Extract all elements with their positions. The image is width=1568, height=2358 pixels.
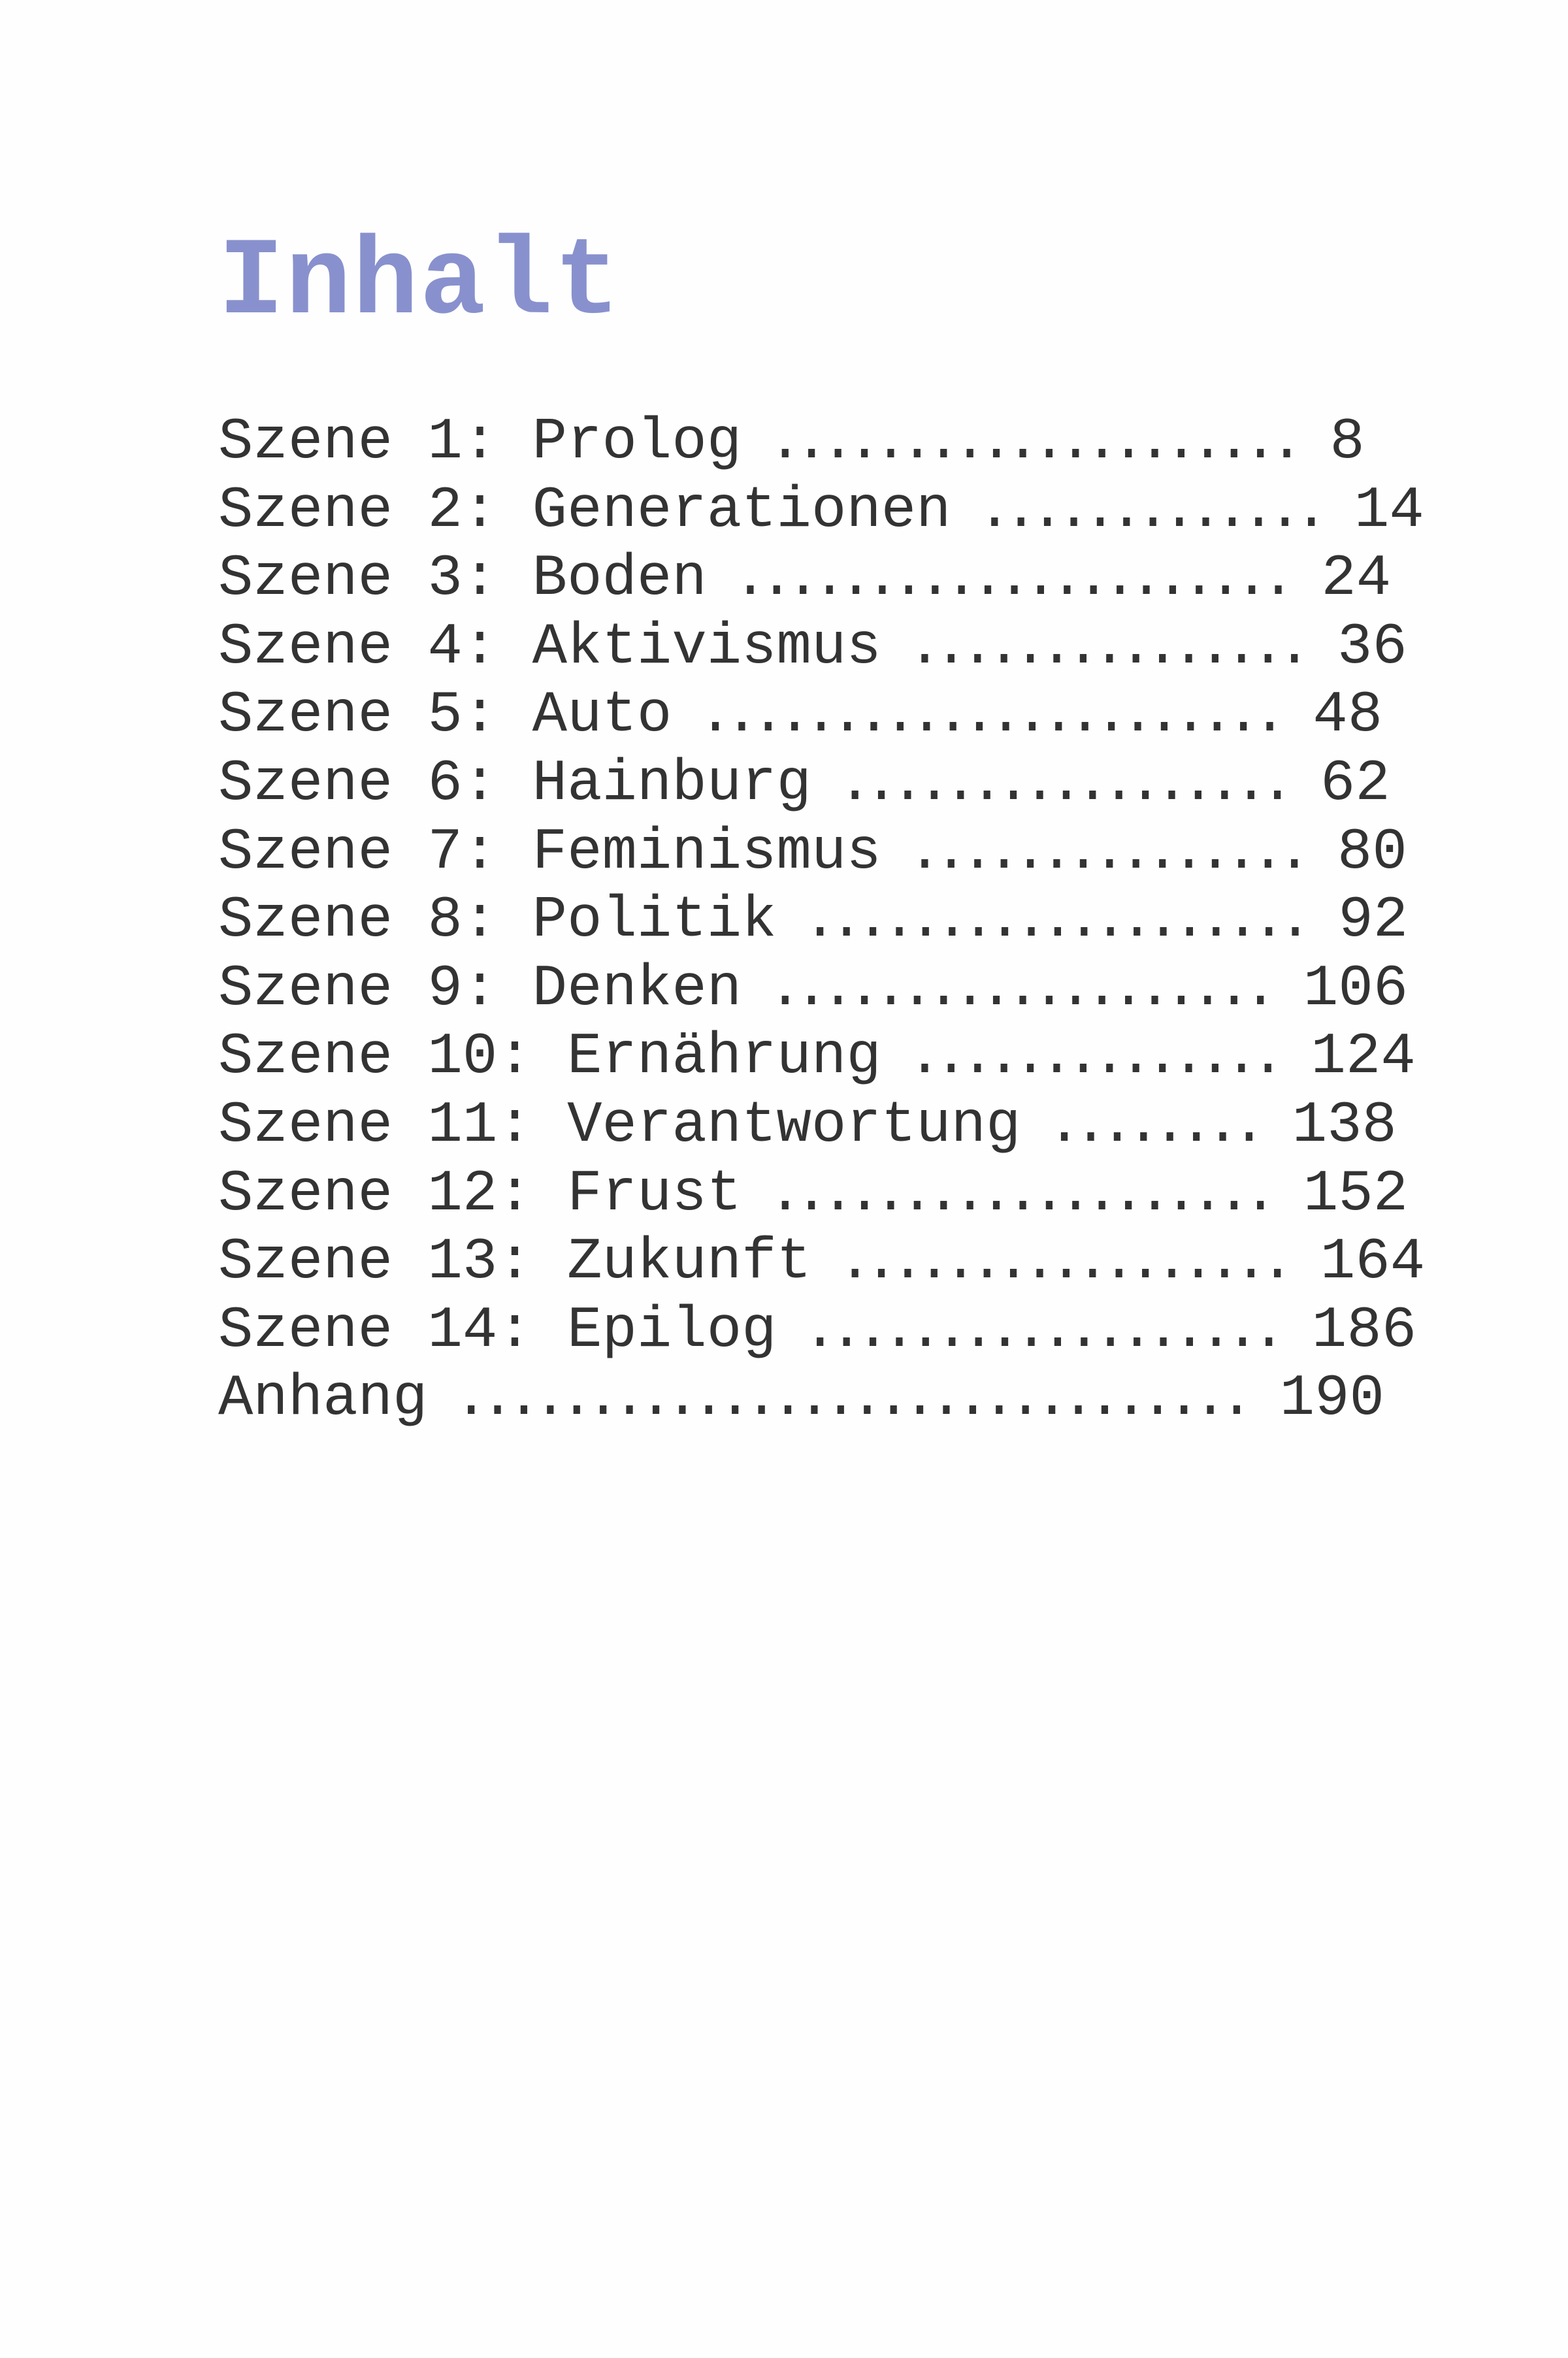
toc-entry-label: Szene 4: Aktivismus	[218, 614, 881, 680]
toc-entry-leader-dots: ...................	[768, 955, 1269, 1022]
toc-entry	[218, 409, 1365, 478]
toc-entry-leader-dots: ........	[1047, 1092, 1258, 1158]
toc-entry-label: Szene 13: Zukunft	[218, 1229, 811, 1296]
toc-entry	[218, 546, 1392, 614]
toc-entry-leader-dots: ...................	[802, 887, 1305, 954]
toc-entry-leader-dots: ..............................	[453, 1366, 1246, 1432]
toc-entry-label: Szene 7: Feminismus	[218, 819, 881, 885]
toc-entry	[218, 1229, 1426, 1298]
toc-entry-label: Szene 11: Verantwortung	[218, 1092, 1021, 1158]
toc-entry-leader-dots: .....................	[732, 546, 1288, 612]
page-title: Inhalt	[218, 221, 621, 346]
toc-entry	[218, 682, 1383, 751]
toc-entry	[218, 1160, 1409, 1230]
toc-entry-page-number: 152	[1303, 1160, 1409, 1227]
toc-entry-leader-dots: .................	[837, 750, 1286, 817]
toc-entry-label: Szene 1: Prolog	[218, 409, 742, 475]
toc-entry-page-number: 62	[1320, 750, 1390, 817]
toc-entry-label: Szene 8: Politik	[218, 887, 777, 954]
toc-entry-leader-dots: ....................	[768, 409, 1296, 475]
toc-entry-leader-dots: .................	[837, 1229, 1286, 1296]
toc-entry-leader-dots: ...................	[768, 1160, 1269, 1227]
toc-entry-page-number: 14	[1354, 477, 1424, 544]
toc-entry-page-number: 124	[1311, 1024, 1416, 1090]
toc-entry-leader-dots: ..................	[802, 1297, 1278, 1364]
toc-entry-page-number: 8	[1330, 409, 1365, 475]
toc-entry-page-number: 190	[1279, 1366, 1384, 1432]
toc-entry	[218, 887, 1409, 956]
toc-entry-label: Szene 6: Hainburg	[218, 750, 811, 817]
toc-entry	[218, 1366, 1384, 1434]
toc-entry-page-number: 80	[1337, 819, 1407, 885]
toc-entry-leader-dots: ...............	[907, 819, 1303, 885]
toc-entry-page-number: 24	[1321, 546, 1392, 612]
toc-entry-page-number: 164	[1320, 1229, 1426, 1296]
toc-entry-leader-dots: ......................	[698, 682, 1279, 749]
toc-entry	[218, 1024, 1416, 1092]
toc-entry-page-number: 138	[1292, 1092, 1397, 1158]
toc-entry-page-number: 106	[1303, 955, 1409, 1022]
toc-entry	[218, 614, 1407, 683]
toc-entry-label: Szene 3: Boden	[218, 546, 707, 612]
toc-entry-page-number: 186	[1311, 1297, 1417, 1364]
toc-entry-label: Anhang	[218, 1366, 428, 1432]
toc-entry-label: Szene 10: Ernährung	[218, 1024, 881, 1090]
toc-entry	[218, 750, 1390, 819]
toc-entry-leader-dots: ..............	[907, 1024, 1277, 1090]
toc-entry-leader-dots: ...............	[907, 614, 1303, 680]
toc-entry-label: Szene 2: Generationen	[218, 477, 951, 544]
toc-entry-label: Szene 9: Denken	[218, 955, 742, 1022]
toc-entry-label: Szene 12: Frust	[218, 1160, 742, 1227]
toc-entry-label: Szene 5: Auto	[218, 682, 672, 749]
toc-entry	[218, 1092, 1397, 1161]
toc-entry-page-number: 92	[1338, 887, 1409, 954]
toc-entry-page-number: 48	[1313, 682, 1383, 749]
toc-entry-page-number: 36	[1337, 614, 1407, 680]
toc-list	[218, 409, 1426, 1434]
toc-entry	[218, 477, 1424, 546]
toc-entry	[218, 1297, 1417, 1366]
toc-entry	[218, 955, 1409, 1024]
toc-entry-leader-dots: .............	[977, 477, 1320, 544]
toc-entry	[218, 819, 1407, 888]
toc-entry-label: Szene 14: Epilog	[218, 1297, 777, 1364]
